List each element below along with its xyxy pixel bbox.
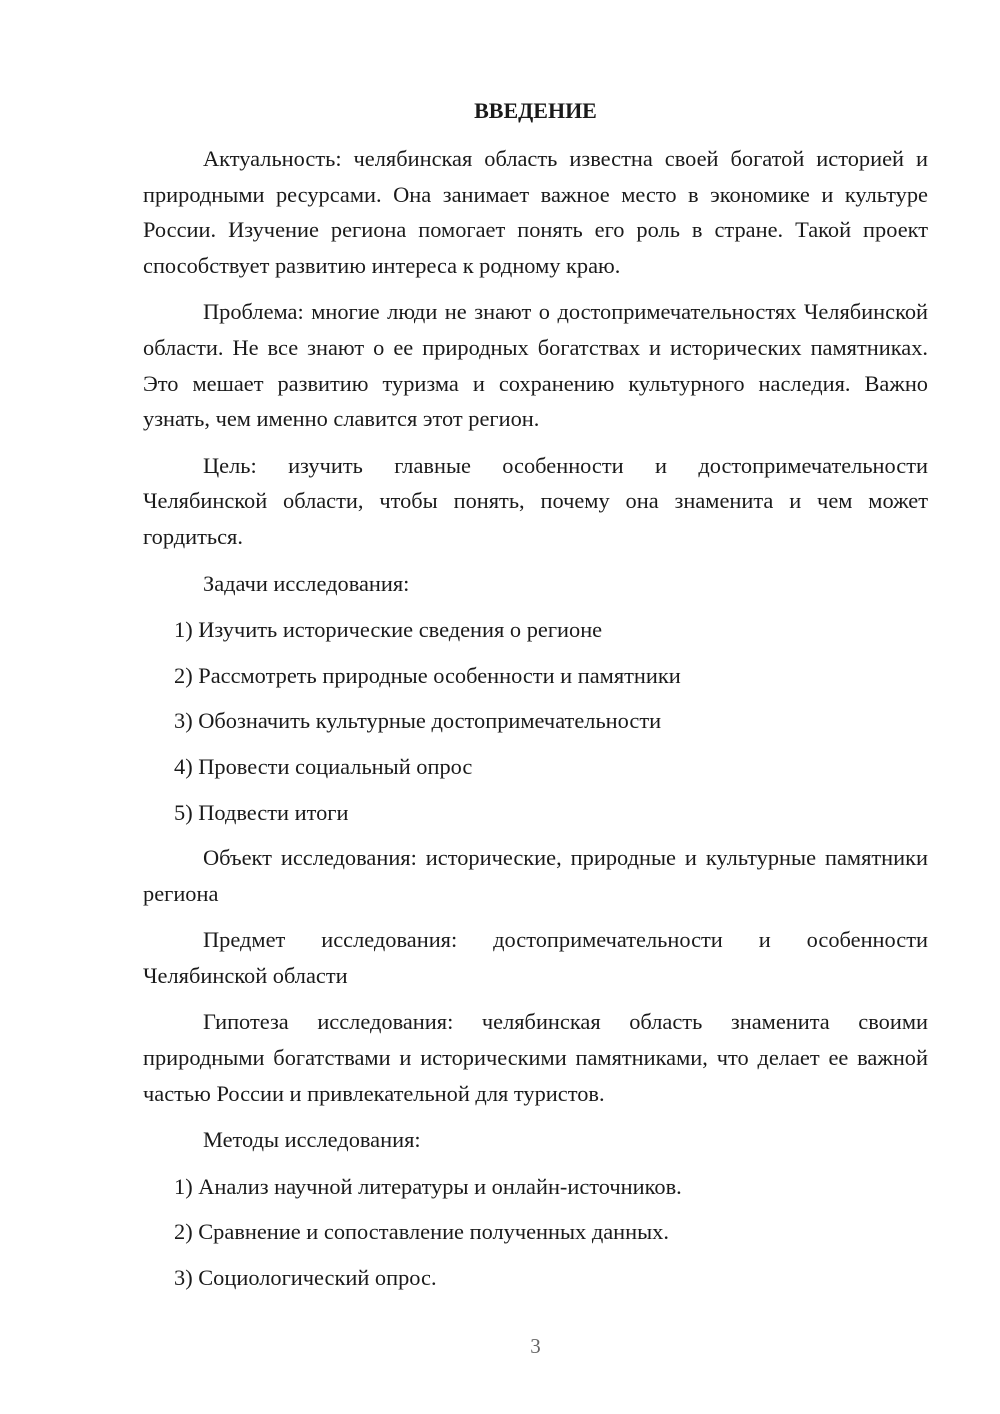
- method-item: 2) Сравнение и сопоставление полученных данных.: [174, 1219, 669, 1245]
- task-item: 4) Провести социальный опрос: [174, 753, 473, 779]
- task-item: 2) Рассмотреть природные особенности и памятники: [174, 662, 681, 688]
- subject-paragraph: Предмет исследования: достопримечательности и особенности Челябинской области: [143, 927, 928, 988]
- hypothesis-paragraph: Гипотеза исследования: челябинская область знаменита своими природными богатствами и историческими памятниками, что делает ее важной частью России и привлекательной для туристов.: [143, 1009, 928, 1106]
- document-page: [143, 0, 928, 1414]
- problem-paragraph: Проблема: многие люди не знают о достопримечательностях Челябинской области. Не все знают о ее природных богатствах и исторических памятниках. Это мешает развитию туризма и сохранению культурного наследия. Важно узнать, чем именно славится этот регион.: [143, 299, 928, 432]
- page-number: 3: [530, 1334, 541, 1358]
- document-body: [143, 141, 928, 1306]
- tasks-list: [143, 612, 928, 830]
- method-item: 1) Анализ научной литературы и онлайн-источников.: [174, 1173, 682, 1199]
- task-item: 3) Обозначить культурные достопримечательности: [174, 708, 662, 734]
- tasks-heading: Задачи исследования:: [203, 570, 410, 596]
- methods-heading: Методы исследования:: [203, 1127, 421, 1153]
- goal-paragraph: Цель: изучить главные особенности и достопримечательности Челябинской области, чтобы понять, почему она знаменита и чем может гордиться.: [143, 452, 928, 549]
- task-item: 1) Изучить исторические сведения о регионе: [174, 617, 603, 643]
- task-item: 5) Подвести итоги: [174, 799, 349, 825]
- object-paragraph: Объект исследования: исторические, природные и культурные памятники региона: [143, 845, 928, 906]
- relevance-paragraph: Актуальность: челябинская область известна своей богатой историей и природными ресурсами. Она занимает важное место в экономике и культуре России. Изучение региона помогает понять его роль в стране. Такой проект способствует развитию интереса к родному краю.: [143, 146, 928, 278]
- method-item: 3) Социологический опрос.: [174, 1265, 437, 1291]
- methods-list: [143, 1169, 928, 1296]
- page-title: ВВЕДЕНИЕ: [474, 98, 597, 123]
